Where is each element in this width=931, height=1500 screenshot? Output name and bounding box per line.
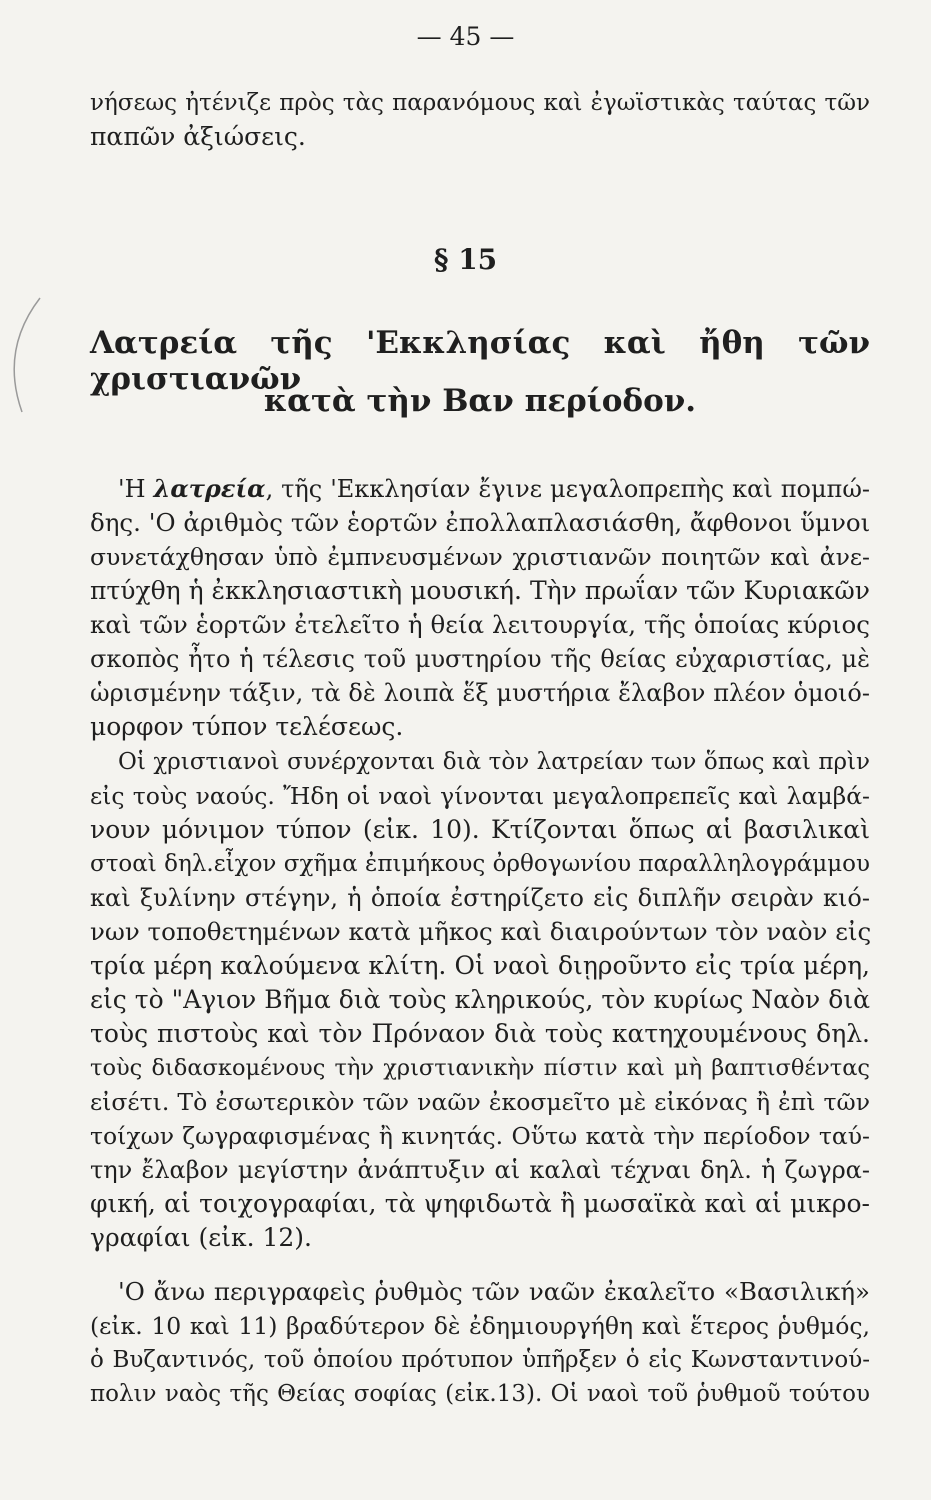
text-line: νουν μόνιμον τύπον (εἰκ. 10). Κτίζονται ὅπως αἱ βασιλικαὶ <box>90 815 870 844</box>
text-line: τοὺς πιστοὺς καὶ τὸν Πρόναον διὰ τοὺς κατηχουμένους δηλ. <box>90 1019 870 1048</box>
text-line: καὶ τῶν ἑορτῶν ἐτελεῖτο ἡ θεία λειτουργία, τῆς ὁποίας κύριος <box>90 610 870 639</box>
text-line: πτύχθη ἡ ἐκκλησιαστικὴ μουσική. Τὴν πρωΐαν τῶν Κυριακῶν <box>90 576 870 605</box>
chapter-heading-line-2: κατὰ τὴν Βαν περίοδον. <box>263 383 697 419</box>
text-line: νήσεως ἠτένιζε πρὸς τὰς παρανόμους καὶ ἐγωϊστικὰς ταύτας τῶν <box>90 90 870 116</box>
text-line: δης. 'Ο ἀριθμὸς τῶν ἑορτῶν ἐπολλαπλασιάσθη, ἄφθονοι ὕμνοι <box>90 508 871 537</box>
paragraph-churches <box>90 745 870 1255</box>
chapter-heading-line-1: Λατρεία τῆς 'Εκκλησίας καὶ ἤθη τῶν χριστιανῶν <box>90 325 870 397</box>
text-span: , τῆς 'Εκκλησίαν ἔγινε μεγαλοπρεπὴς καὶ πομπώ- <box>265 475 871 503</box>
text-line: καὶ ξυλίνην στέγην, ἡ ὁποία ἐστηρίζετο εἰς διπλῆν σειρὰν κιό- <box>90 884 870 912</box>
text-line: συνετάχθησαν ὑπὸ ἐμπνευσμένων χριστιανῶν ποιητῶν καὶ ἀνε- <box>90 543 870 571</box>
text-line: τοίχων ζωγραφισμένας ἢ κινητάς. Οὕτω κατὰ τὴν περίοδον ταύ- <box>90 1122 870 1150</box>
text-line: γραφίαι (εἰκ. 12). <box>90 1223 312 1252</box>
paragraph-worship <box>90 472 870 744</box>
section-number: § 15 <box>433 243 498 276</box>
text-line: φική, αἱ τοιχογραφίαι, τὰ ψηφιδωτὰ ἢ μωσαϊκὰ καὶ αἱ μικρο- <box>90 1189 870 1218</box>
text-line: παπῶν ἀξιώσεις. <box>90 122 306 151</box>
text-line: ὡρισμένην τάξιν, τὰ δὲ λοιπὰ ἕξ μυστήρια ἔλαβον πλέον ὁμοιό- <box>90 679 870 707</box>
text-line: σκοπὸς ἦτο ἡ τέλεσις τοῦ μυστηρίου τῆς θείας εὐχαριστίας, μὲ <box>90 645 870 673</box>
text-line: εἰσέτι. Τὸ ἐσωτερικὸν τῶν ναῶν ἐκοσμεῖτο μὲ εἰκόνας ἢ ἐπὶ τῶν <box>90 1088 870 1116</box>
text-line: νων τοποθετημένων κατὰ μῆκος καὶ διαιρούντων τὸν ναὸν εἰς <box>90 917 872 946</box>
text-line: εἰς τοὺς ναούς. Ἤδη οἱ ναοὶ γίνονται μεγαλοπρεπεῖς καὶ λαμβά- <box>90 782 870 810</box>
text-line: την ἔλαβον μεγίστην ἀνάπτυξιν αἱ καλαὶ τέχναι δηλ. ἡ ζωγρα- <box>90 1156 870 1184</box>
text-line: ὁ Βυζαντινός, τοῦ ὁποίου πρότυπον ὑπῆρξεν ὁ εἰς Κωνσταντινού- <box>90 1347 870 1373</box>
text-line: εἰς τὸ "Αγιον Βῆμα διὰ τοὺς κληρικούς, τὸν κυρίως Ναὸν διὰ <box>90 985 870 1014</box>
paragraph-styles <box>90 1275 870 1411</box>
emphasized-term: λατρεία <box>153 474 266 503</box>
text-line: Οἱ χριστιανοὶ συνέρχονται διὰ τὸν λατρείαν των ὅπως καὶ πρὶν <box>118 749 870 775</box>
text-line: στοαὶ δηλ.εἶχον σχῆμα ἐπιμήκους ὀρθογωνίου παραλληλογράμμου <box>90 851 870 877</box>
page-number: — 45 — <box>416 22 515 51</box>
text-line <box>90 472 870 506</box>
text-line: μορφον τύπον τελέσεως. <box>90 712 404 741</box>
text-line: τρία μέρη καλούμενα κλίτη. Οἱ ναοὶ διῃροῦντο εἰς τρία μέρη, <box>90 951 870 980</box>
text-line: πολιν ναὸς τῆς Θείας σοφίας (εἰκ.13). Οἱ ναοὶ τοῦ ῥυθμοῦ τούτου <box>90 1381 870 1407</box>
scan-artifact-arc <box>0 290 80 420</box>
text-line: (εἰκ. 10 καὶ 11) βραδύτερον δὲ ἐδημιουργήθη καὶ ἕτερος ῥυθμός, <box>90 1312 870 1340</box>
text-line: τοὺς διδασκομένους τὴν χριστιανικὴν πίστιν καὶ μὴ βαπτισθέντας <box>90 1055 870 1081</box>
text-line: 'Ο ἄνω περιγραφεὶς ῥυθμὸς τῶν ναῶν ἐκαλεῖτο «Βασιλική» <box>118 1277 870 1306</box>
text-span: 'Η <box>118 475 154 503</box>
carry-over-paragraph <box>90 86 870 154</box>
